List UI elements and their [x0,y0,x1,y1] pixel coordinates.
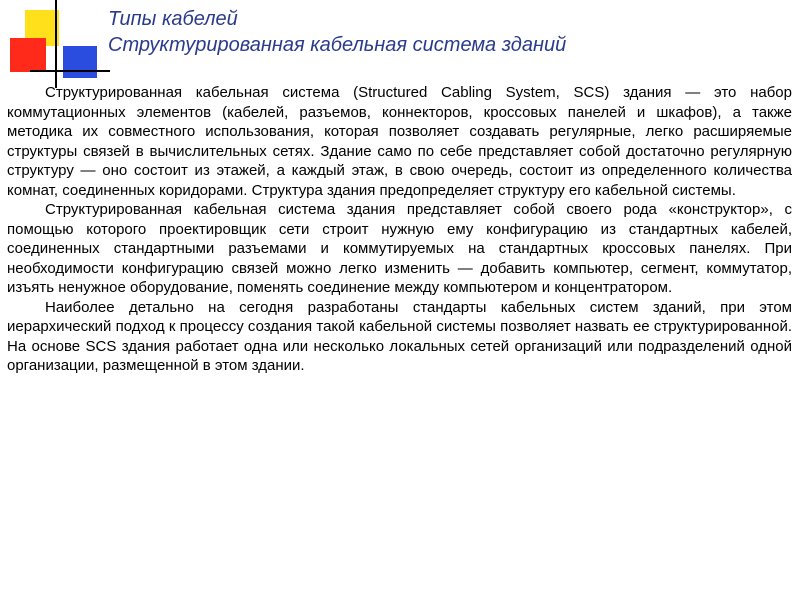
paragraph-3: Наиболее детально на сегодня разработаны стандарты кабельных систем зданий, при этом иерархический подход к процессу создания такой кабельной системы позволяет назвать ее структурированной. На основе SCS здания работает одна или несколько локальных сетей организаций или подразделений одной организации, размещенной в этом здании. [7,298,792,374]
title-line-2: Структурированная кабельная система зданий [108,34,567,56]
vertical-rule-decoration [55,0,57,88]
red-square-decoration [10,38,46,72]
horizontal-rule-decoration [30,70,110,72]
paragraph-2: Структурированная кабельная система здания представляет собой своего рода «конструктор», с помощью которого проектировщик сети строит нужную ему конфигурацию из стандартных кабелей, соединенных стандартными разъемами и коммутируемых на стандартных кроссовых панелях. При необходимости конфигурацию связей можно легко изменить — добавить компьютер, сегмент, коммутатор, изъять ненужное оборудование, поменять соединение между компьютером и концентратором. [7,201,792,296]
title-line-1: Типы кабелей [108,8,238,30]
slide-title [108,6,788,58]
paragraph-1: Структурированная кабельная система (Structured Cabling System, SCS) здания — это набор коммутационных элементов (кабелей, разъемов, коннекторов, кроссовых панелей и шкафов), а также методика их совместного использования, которая позволяет создавать регулярные, легко расширяемые структуры связей в вычислительных сетях. Здание само по себе представляет собой достаточно регулярную структуру — оно состоит из этажей, а каждый этаж, в свою очередь, состоит из определенного количества комнат, соединенных коридорами. Структура здания предопределяет структуру его кабельной системы. [7,84,792,199]
slide-body [7,83,792,376]
blue-square-decoration [63,46,97,78]
slide-logo-decoration [0,0,110,90]
